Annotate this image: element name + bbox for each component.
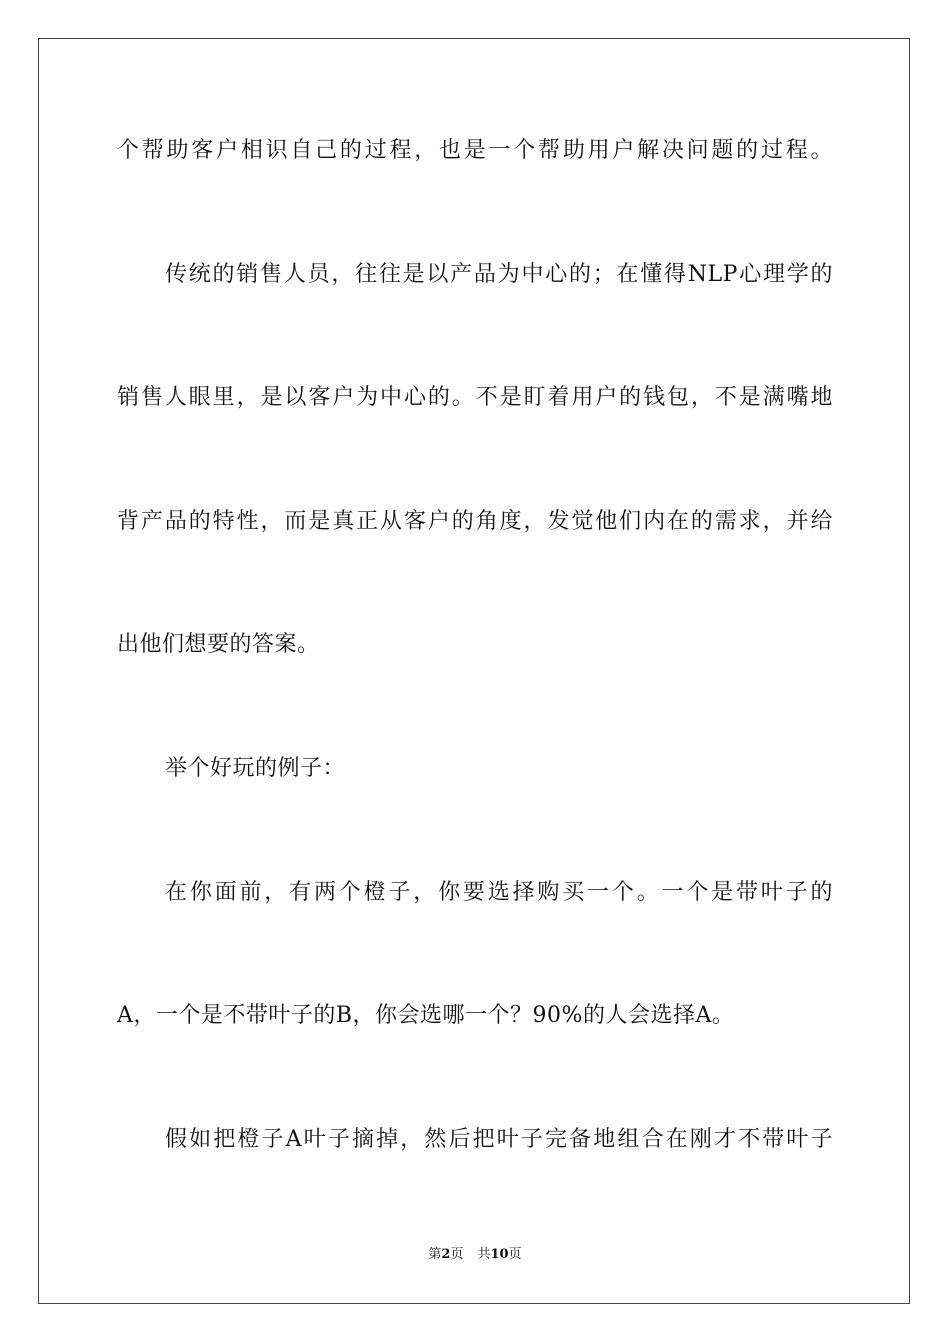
- text-line-6: 举个好玩的例子：: [165, 756, 346, 781]
- text-line-4: 背产品的特性，而是真正从客户的角度，发觉他们内在的需求，并给: [117, 509, 833, 534]
- text-line-7: 在你面前，有两个橙子，你要选择购买一个。一个是带叶子的: [165, 880, 833, 905]
- text-line-1: 个帮助客户相识自己的过程，也是一个帮助用户解决问题的过程。: [117, 138, 833, 163]
- page-footer: [0, 1246, 950, 1264]
- text-line-3: 销售人眼里，是以客户为中心的。不是盯着用户的钱包，不是满嘴地: [117, 385, 833, 410]
- footer-total-prefix: 共: [477, 1247, 491, 1262]
- page-border: [38, 38, 910, 1304]
- footer-total-suffix: 页: [508, 1247, 522, 1262]
- text-line-9: 假如把橙子A叶子摘掉，然后把叶子完备地组合在刚才不带叶子: [165, 1127, 833, 1152]
- text-line-5: 出他们想要的答案。: [117, 632, 320, 657]
- footer-page-number: 2: [441, 1247, 451, 1262]
- text-line-2: 传统的销售人员，往往是以产品为中心的；在懂得NLP心理学的: [165, 262, 833, 287]
- footer-total-pages: 10: [490, 1247, 509, 1262]
- footer-page-prefix: 第: [428, 1247, 442, 1262]
- text-line-8: A，一个是不带叶子的B，你会选哪一个？90%的人会选择A。: [117, 1003, 735, 1028]
- footer-page-suffix: 页: [450, 1247, 464, 1262]
